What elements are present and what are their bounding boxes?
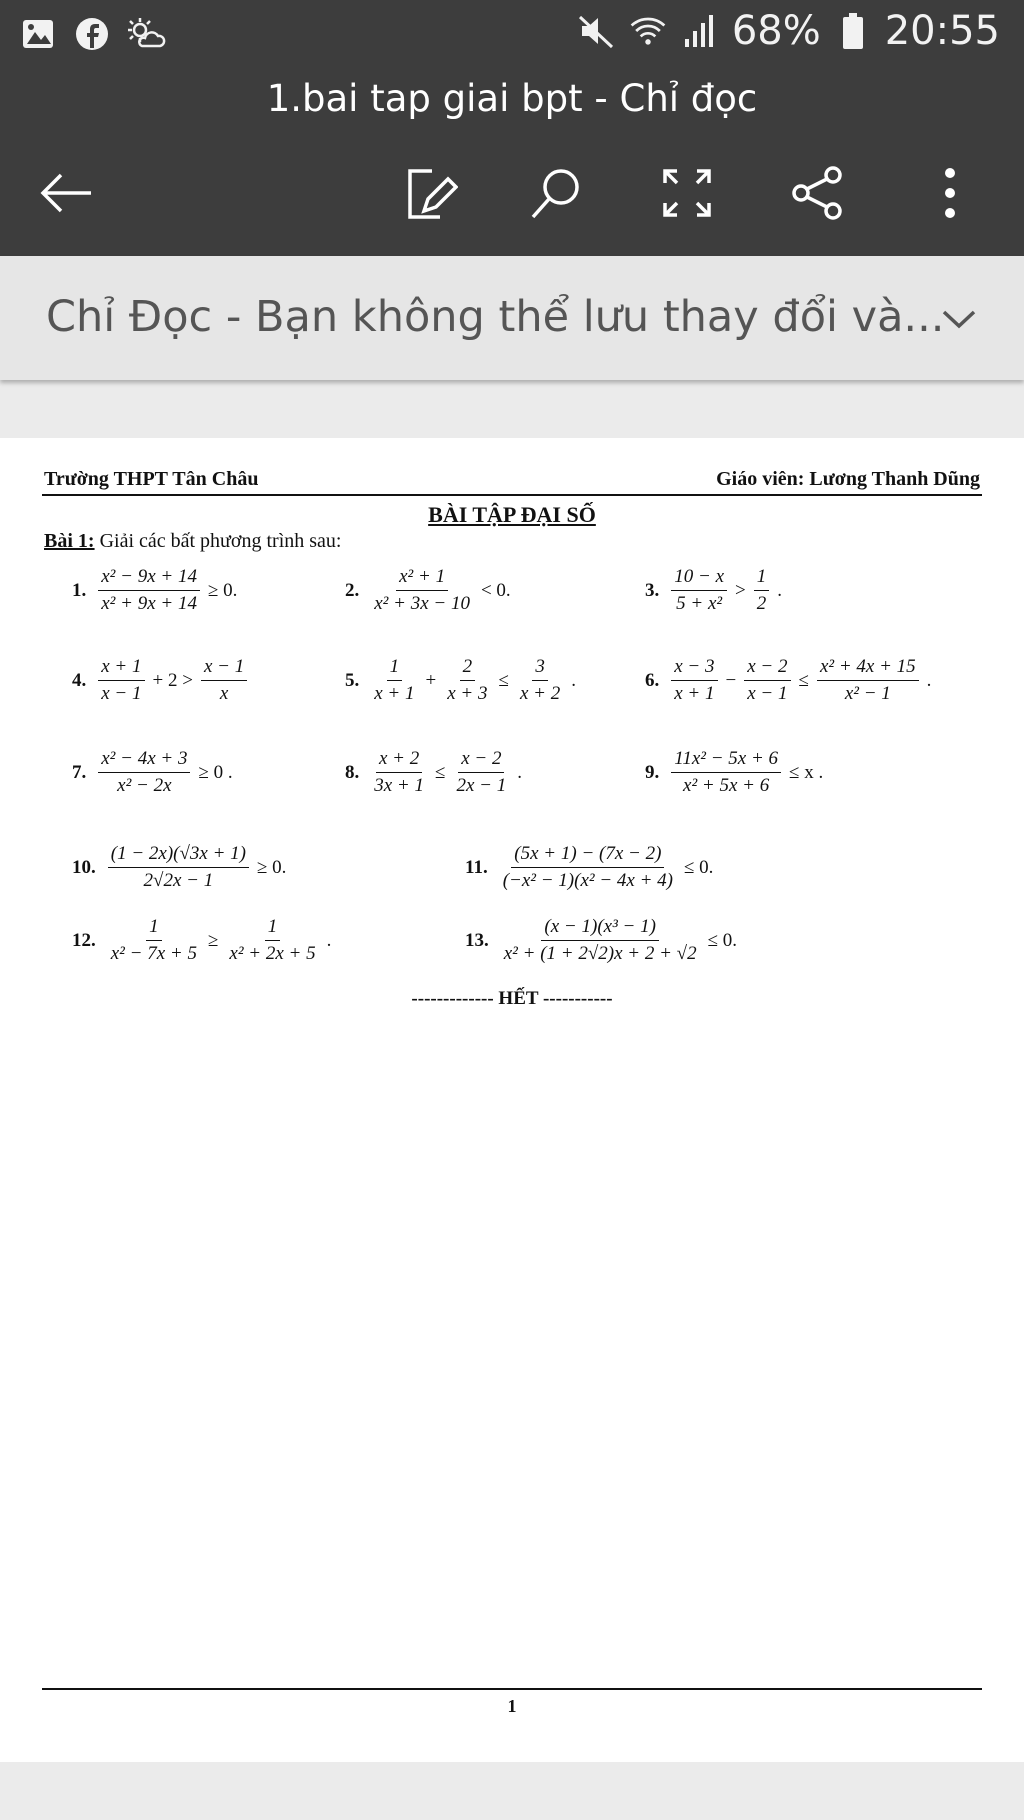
problem-13 <box>465 916 741 965</box>
numerator: 1 <box>387 656 403 681</box>
numerator: (1 − 2x)(√3x + 1) <box>108 843 249 868</box>
fraction <box>371 566 473 615</box>
fraction <box>754 566 770 615</box>
fraction <box>501 916 700 965</box>
problem-4 <box>72 656 251 705</box>
fraction <box>671 566 727 615</box>
search-icon <box>527 163 587 223</box>
denominator: x + 1 <box>374 683 415 704</box>
status-bar <box>0 0 1024 70</box>
clock: 20:55 <box>884 8 1000 54</box>
denominator: 3x + 1 <box>374 775 425 796</box>
denominator: 2x − 1 <box>456 775 507 796</box>
operator: + <box>425 669 437 691</box>
fraction <box>98 656 144 705</box>
wifi-icon <box>628 11 668 51</box>
denominator: 2 <box>756 593 767 614</box>
problem-number: 1. <box>72 579 87 601</box>
operator: − <box>725 669 737 691</box>
relation-tail: ≥ 0. <box>207 579 238 601</box>
fraction <box>371 656 417 705</box>
problem-3 <box>645 566 786 615</box>
read-only-banner[interactable] <box>0 256 1024 380</box>
numerator: x − 2 <box>744 656 790 681</box>
problem-number: 4. <box>72 669 87 691</box>
fraction <box>671 656 717 705</box>
numerator: x² − 4x + 3 <box>98 748 190 773</box>
problem-number: 5. <box>345 669 360 691</box>
operator: ≤ <box>498 669 509 691</box>
worksheet-title: BÀI TẬP ĐẠI SỐ <box>428 502 596 527</box>
back-button[interactable] <box>30 158 100 228</box>
teacher-name: Giáo viên: Lương Thanh Dũng <box>716 468 980 490</box>
problem-number: 7. <box>72 761 87 783</box>
denominator: x + 3 <box>447 683 488 704</box>
denominator: x² − 1 <box>844 683 891 704</box>
edit-icon <box>402 163 458 223</box>
signal-icon <box>680 11 720 51</box>
school-name: Trường THPT Tân Châu <box>44 468 259 490</box>
denominator: x² + (1 + 2√2)x + 2 + √2 <box>503 943 697 964</box>
relation-tail: ≤ 0. <box>707 929 738 951</box>
footer-rule <box>42 1688 982 1690</box>
operator: > <box>735 579 746 601</box>
battery-icon <box>833 11 873 51</box>
numerator: x − 1 <box>201 656 247 681</box>
operator: ≤ <box>798 669 809 691</box>
numerator: 11x² − 5x + 6 <box>671 748 781 773</box>
numerator: x − 3 <box>671 656 717 681</box>
fraction <box>201 656 247 705</box>
fraction <box>108 916 200 965</box>
fraction <box>744 656 790 705</box>
exercise-instruction: Giải các bất phương trình sau: <box>99 530 342 552</box>
denominator: x² + 9x + 14 <box>101 593 197 614</box>
document-title: 1.bai tap giai bpt - Chỉ đọc <box>0 70 1024 128</box>
problem-number: 3. <box>645 579 660 601</box>
share-button[interactable] <box>782 158 852 228</box>
back-icon <box>35 168 95 218</box>
more-options-button[interactable] <box>915 158 985 228</box>
numerator: 10 − x <box>671 566 727 591</box>
relation-tail: ≥ 0 . <box>198 761 233 783</box>
exercise-heading <box>44 530 341 553</box>
numerator: (x − 1)(x³ − 1) <box>541 916 659 941</box>
problem-11 <box>465 843 717 892</box>
problem-9 <box>645 748 827 797</box>
numerator: x + 1 <box>98 656 144 681</box>
read-only-message: Chỉ Đọc - Bạn không thể lưu thay đổi và... <box>46 292 945 342</box>
problem-1 <box>72 566 241 615</box>
numerator: x² + 1 <box>396 566 448 591</box>
relation-tail: . <box>777 579 782 601</box>
numerator: (5x + 1) − (7x − 2) <box>511 843 664 868</box>
problem-7 <box>72 748 237 797</box>
denominator: 5 + x² <box>676 593 723 614</box>
edit-button[interactable] <box>395 158 465 228</box>
denominator: x − 1 <box>747 683 788 704</box>
problem-number: 12. <box>72 929 96 951</box>
denominator: x² + 3x − 10 <box>374 593 470 614</box>
problem-number: 9. <box>645 761 660 783</box>
denominator: x <box>219 683 229 704</box>
numerator: 1 <box>265 916 281 941</box>
operator: + 2 > <box>152 669 193 691</box>
numerator: 3 <box>532 656 548 681</box>
fraction <box>98 566 200 615</box>
document-page <box>0 438 1024 1762</box>
numerator: x + 2 <box>376 748 422 773</box>
page-number: 1 <box>507 1696 517 1716</box>
header-rule <box>42 494 982 496</box>
denominator: x + 1 <box>674 683 715 704</box>
numerator: x² − 9x + 14 <box>98 566 200 591</box>
problem-2 <box>345 566 515 615</box>
fullscreen-button[interactable] <box>652 158 722 228</box>
fraction <box>226 916 318 965</box>
denominator: x + 2 <box>519 683 561 704</box>
fraction <box>108 843 249 892</box>
fraction <box>817 656 919 705</box>
battery-percent: 68% <box>731 8 821 54</box>
gallery-icon <box>18 14 58 54</box>
app-toolbar <box>0 128 1024 256</box>
denominator: x² + 5x + 6 <box>683 775 770 796</box>
denominator: x² + 2x + 5 <box>229 943 316 964</box>
fullscreen-icon <box>659 165 715 221</box>
problem-10 <box>72 843 290 892</box>
end-marker: ------------- HẾT ----------- <box>411 988 613 1009</box>
fraction <box>453 748 509 797</box>
relation-tail: ≤ 0. <box>684 856 714 878</box>
problem-number: 6. <box>645 669 660 691</box>
denominator: (−x² − 1)(x² − 4x + 4) <box>502 870 673 891</box>
problem-6 <box>645 656 935 705</box>
exercise-label: Bài 1: <box>44 530 95 552</box>
problem-12 <box>72 916 335 965</box>
denominator: x² − 7x + 5 <box>110 943 197 964</box>
denominator: x² − 2x <box>117 775 172 796</box>
weather-icon <box>126 14 166 54</box>
problem-number: 8. <box>345 761 360 783</box>
denominator: 2√2x − 1 <box>143 870 214 891</box>
numerator: x² + 4x + 15 <box>817 656 919 681</box>
numerator: 1 <box>754 566 770 591</box>
numerator: x − 2 <box>458 748 504 773</box>
share-icon <box>787 163 847 223</box>
search-button[interactable] <box>522 158 592 228</box>
operator: ≥ <box>207 929 219 951</box>
mute-icon <box>576 11 616 51</box>
fraction <box>500 843 676 892</box>
fraction <box>444 656 490 705</box>
relation-tail: ≤ x . <box>789 761 824 783</box>
fraction <box>371 748 427 797</box>
problem-number: 11. <box>465 856 488 878</box>
fraction <box>671 748 781 797</box>
relation-tail: . <box>571 669 576 691</box>
more-icon <box>940 165 960 221</box>
fraction <box>98 748 190 797</box>
problem-5 <box>345 656 580 705</box>
operator: ≤ <box>435 761 446 783</box>
denominator: x − 1 <box>101 683 142 704</box>
relation-tail: . <box>326 929 332 951</box>
problem-number: 13. <box>465 929 489 951</box>
problem-8 <box>345 748 526 797</box>
relation-tail: . <box>517 761 522 783</box>
chevron-down-icon[interactable] <box>934 294 984 344</box>
relation-tail: ≥ 0. <box>257 856 287 878</box>
relation-tail: < 0. <box>480 579 511 601</box>
numerator: 2 <box>460 656 476 681</box>
problem-number: 2. <box>345 579 360 601</box>
facebook-icon <box>72 14 112 54</box>
numerator: 1 <box>146 916 162 941</box>
fraction <box>517 656 563 705</box>
relation-tail: . <box>926 669 932 691</box>
problem-number: 10. <box>72 856 96 878</box>
